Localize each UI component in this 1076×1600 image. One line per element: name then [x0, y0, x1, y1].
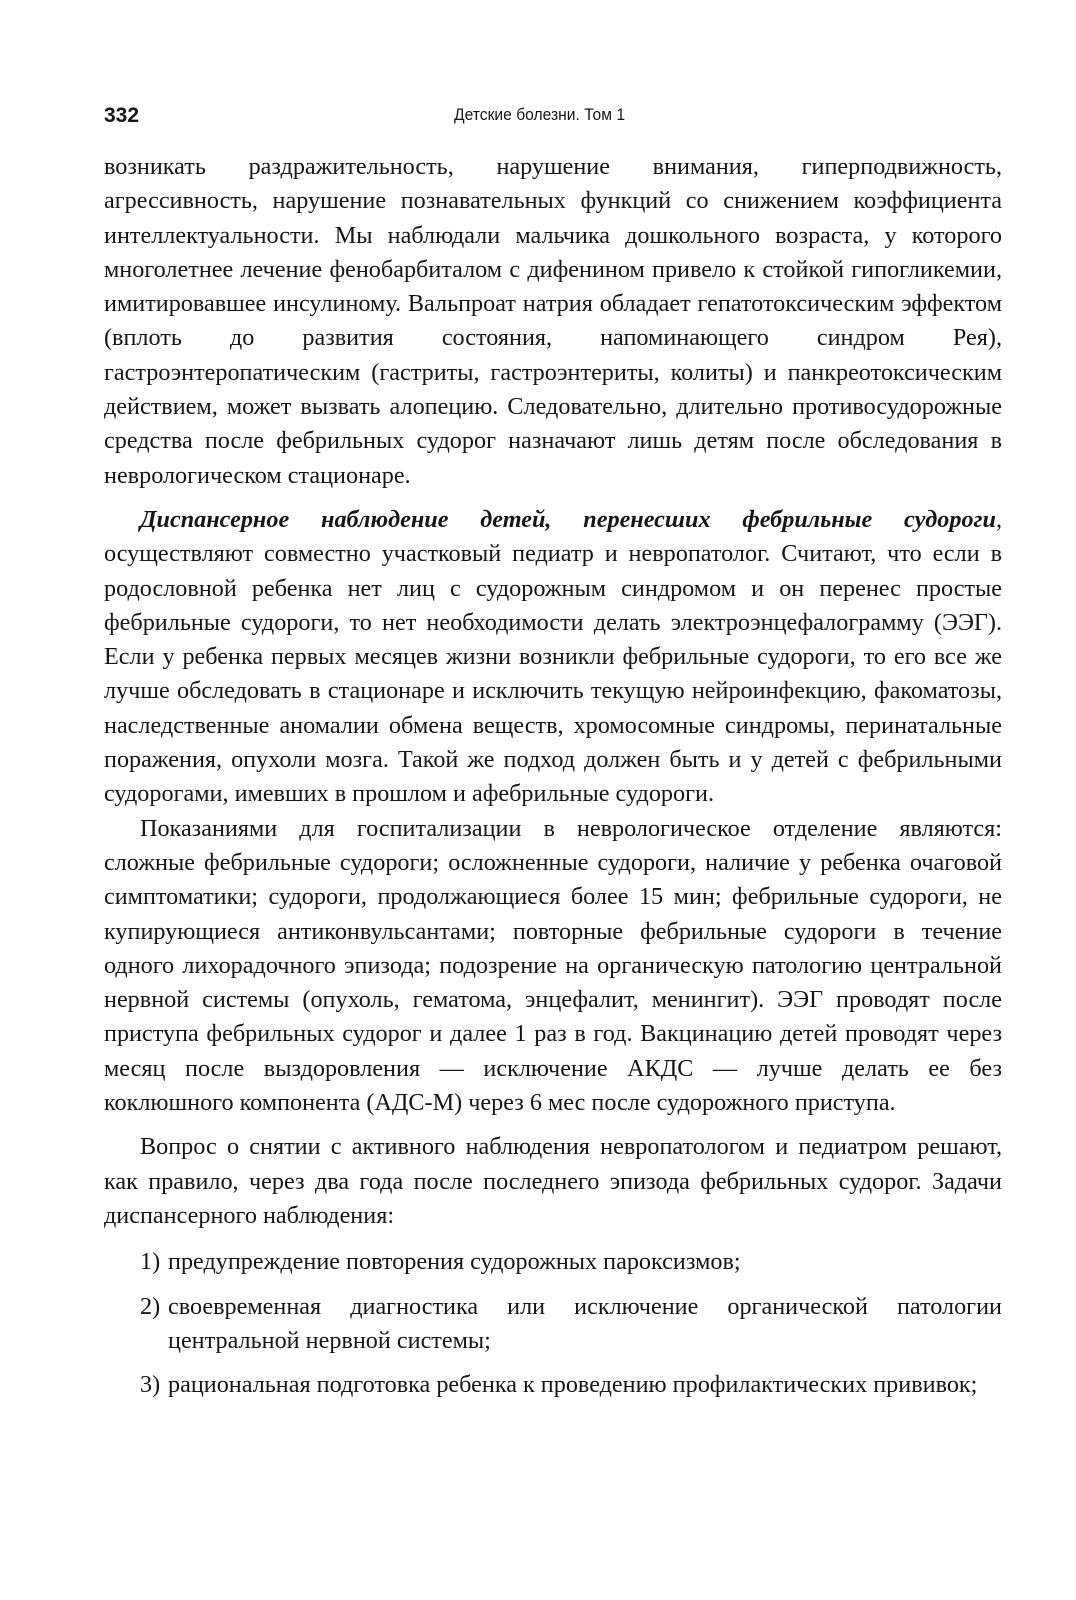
- paragraph-follow-up: [104, 503, 1002, 812]
- list-marker: 1): [140, 1248, 161, 1276]
- list-marker: 3): [140, 1371, 161, 1399]
- paragraph-follow-up-text: , осуществляют совместно участковый педиатр и невропатолог. Считают, что если в родословной ребенка нет лиц с судорожным синдромом и он перенес простые фебрильные судороги, то нет необходимости делать электроэнцефалограмму (ЭЭГ). Если у ребенка первых месяцев жизни возникли фебрильные судороги, то его все же лучше обследовать в стационаре и исключить текущую нейроинфекцию, факоматозы, наследственные аномалии обмена веществ, хромосомные синдромы, перинатальные поражения, опухоли мозга. Такой же подход должен быть и у детей с фебрильными судорогами, имевших в прошлом и афебрильные судороги.: [104, 505, 1002, 808]
- list-item: [104, 1290, 1002, 1359]
- paragraph-side-effects: возникать раздражительность, нарушение внимания, гиперподвижность, агрессивность, нарушение познавательных функций со снижением коэффициента интеллектуальности. Мы наблюдали мальчика дошкольного возраста, у которого многолетнее лечение фенобарбиталом с дифенином привело к стойкой гипогликемии, имитировавшее инсулиному. Вальпроат натрия обладает гепатотоксическим эффектом (вплоть до развития состояния, напоминающего синдром Рея), гастроэнтеропатическим (гастриты, гастроэнтериты, колиты) и панкреотоксическим действием, может вызвать алопецию. Следовательно, длительно противосудорожные средства после фебрильных судорог назначают лишь детям после обследования в неврологическом стационаре.: [104, 153, 1002, 489]
- paragraph-observation-tasks: Вопрос о снятии с активного наблюдения невропатологом и педиатром решают, как правило, через два года после последнего эпизода фебрильных судорог. Задачи диспансерного наблюдения:: [104, 1133, 1002, 1229]
- body-text: [104, 150, 1002, 1412]
- page-header: [104, 104, 1004, 130]
- list-marker: 2): [140, 1292, 161, 1320]
- running-title: Детские болезни. Том 1: [454, 105, 626, 124]
- list-item-text: своевременная диагностика или исключение органической патологии центральной нервной системы;: [168, 1292, 1002, 1354]
- page-number: 332: [104, 104, 140, 127]
- list-item-text: предупреждение повторения судорожных пароксизмов;: [168, 1248, 741, 1276]
- list-item-text: рациональная подготовка ребенка к проведению профилактических прививок;: [168, 1371, 978, 1399]
- tasks-list: [104, 1245, 1002, 1402]
- paragraph-hospitalization: Показаниями для госпитализации в неврологическое отделение являются: сложные фебрильные судороги; осложненные судороги, наличие у ребенка очаговой симптоматики; судороги, продолжающиеся более 15 мин; фебрильные судороги, не купирующиеся антиконвульсантами; повторные фебрильные судороги в течение одного лихорадочного эпизода; подозрение на органическую патологию центральной нервной системы (опухоль, гематома, энцефалит, менингит). ЭЭГ проводят после приступа фебрильных судорог и далее 1 раз в год. Вакцинацию детей проводят через месяц после выздоровления — исключение АКДС — лучше делать ее без коклюшного компонента (АДС-М) через 6 мес после судорожного приступа.: [104, 814, 1002, 1117]
- emphasized-heading: Диспансерное наблюдение детей, перенесших фебрильные судороги: [140, 505, 996, 533]
- list-item: [104, 1245, 1002, 1279]
- list-item: [104, 1368, 1002, 1402]
